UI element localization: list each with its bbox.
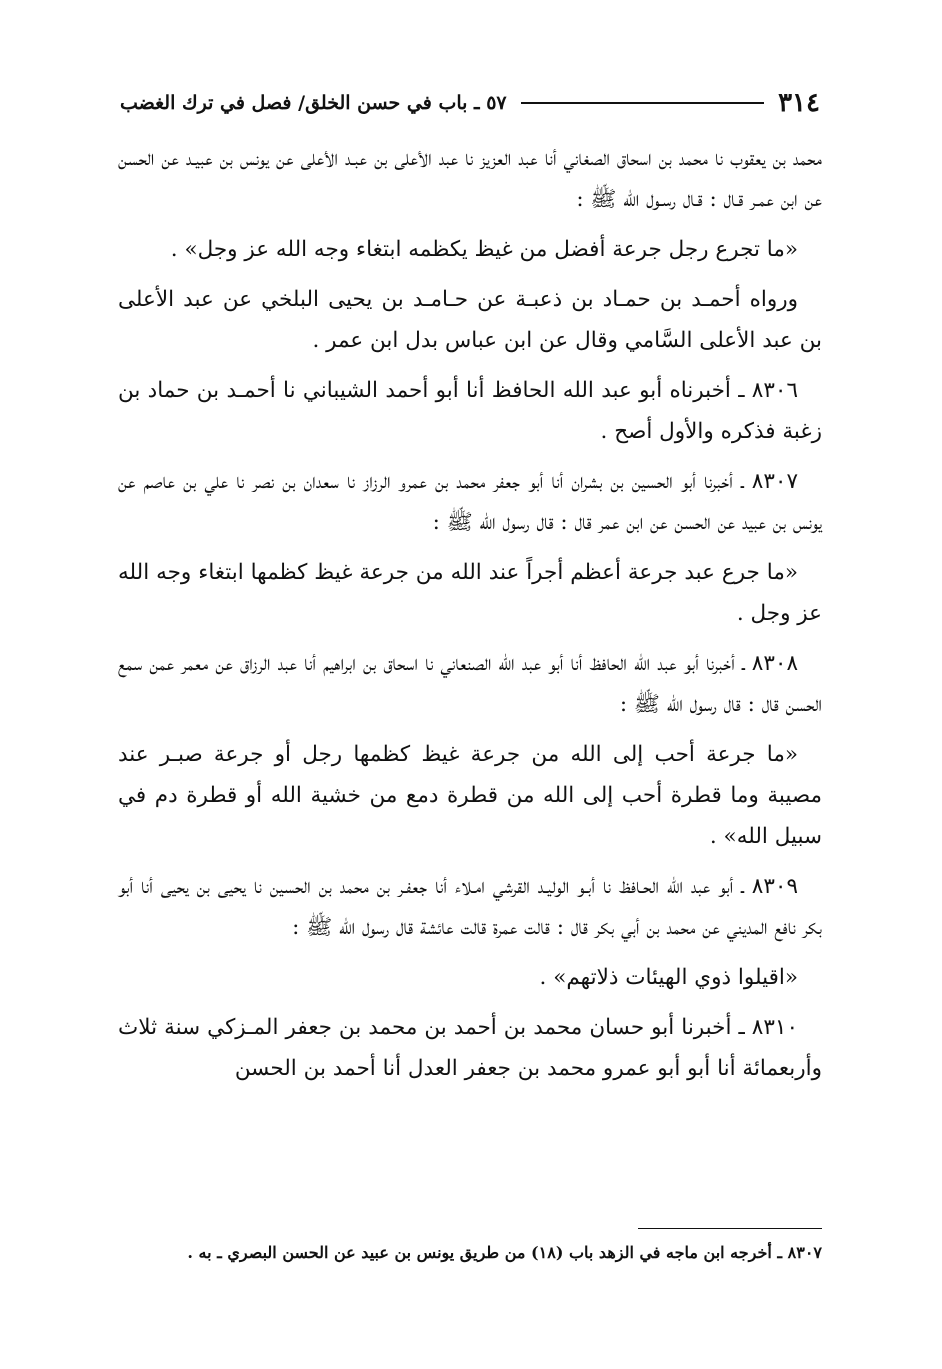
hadith-text: «ما جرعة أحب إلى الله من جرعة غيظ كظمها رجل أو جرعة صبـر عند مصيبة وما قطرة أحب إلى الله من قطرة دمع من خشية الله أو قطرة دم في سبيل الله» . (118, 742, 822, 849)
paragraph: ورواه أحمـد بن حمـاد بن ذعبـة عن حـامـد بن يحيى البلخي عن عبد الأعلى بن عبد الأعلى السَّامي وقال عن ابن عباس بدل ابن عمر . (118, 287, 822, 353)
header-rule (521, 102, 764, 104)
main-text (118, 138, 822, 1098)
hadith-entry-8308: ٨٣٠٨ ـ أخبرنا أبو عبد الله الحافظ أنا أبو عبد الله الصنعاني نا اسحاق بن ابراهيم أنا عبد الرزاق عن معمر عمن سمع الحسن قال : قال رسول الله ﷺ : (118, 651, 822, 717)
footnote-rule (638, 1228, 822, 1229)
footnote: ٨٣٠٧ ـ أخرجه ابن ماجه في الزهد باب (١٨) من طريق يونس بن عبيد عن الحسن البصري ـ به . (187, 1243, 822, 1262)
hadith-text: «ما جرع عبد جرعة أعظم أجراً عند الله من جرعة غيظ كظمها ابتغاء وجه الله عز وجل . (118, 560, 822, 626)
running-title: ٥٧ ـ باب في حسن الخلق/ فصل في ترك الغضب (120, 92, 507, 114)
hadith-entry-8309: ٨٣٠٩ ـ أبو عبد الله الحـافظ نا أبـو الوليـد القرشي امـلاء أنا جعفـر بن محمد بن الحسين نا يحيى بن يحيى أنا أبو بكر نافع المديني عن محمد بن أبي بكر قال : قالت عمرة قالت عائشة قال رسول الله ﷺ : (118, 874, 822, 940)
hadith-entry-8306: ٨٣٠٦ ـ أخبرناه أبو عبد الله الحافظ أنا أبو أحمد الشيباني نا أحمـد بن حماد بن زغبة فذكره والأول أصح . (118, 378, 822, 444)
hadith-text: «ما تجرع رجل جرعة أفضل من غيظ يكظمه ابتغاء وجه الله عز وجل» . (170, 237, 798, 262)
hadith-entry-8307: ٨٣٠٧ ـ أخبرنا أبو الحسين بن بشران أنا أبو جعفر محمد بن عمرو الرزاز نا سعدان بن نصر نا علي بن عاصم عن يونس بن عبيد عن الحسن عن ابن عمر قال : قال رسول الله ﷺ : (118, 469, 822, 535)
paragraph: محمد بن يعقوب نا محمد بن اسحاق الصغاني أنا عبد العزيز نا عبد الأعلى بن عبـد الأعلى عن يونس بن عبيـد عن الحسن عن ابن عمـر قـال : قـال رسـول الله ﷺ : (118, 146, 822, 212)
page-header (120, 86, 820, 120)
page-number: ٣١٤ (778, 88, 820, 118)
hadith-entry-8310: ٨٣١٠ ـ أخبرنا أبو حسان محمد بن أحمد بن محمد بن جعفر المـزكي سنة ثلاث وأربعمائة أنا أبو أبو عمرو محمد بن جعفر العدل أنا أحمد بن الحسن (118, 1015, 822, 1081)
hadith-text: «اقيلوا ذوي الهيئات ذلاتهم» . (539, 965, 798, 990)
